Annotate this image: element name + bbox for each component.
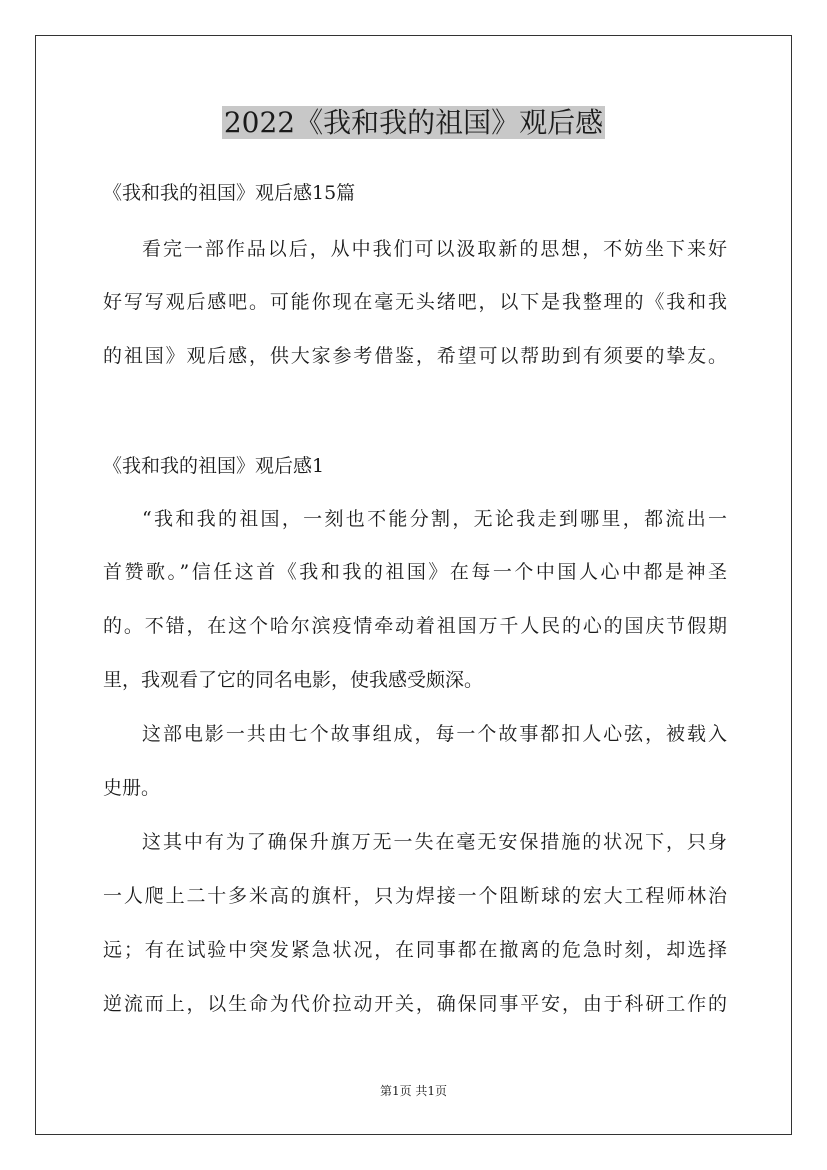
body-line: 一人爬上二十多米高的旗杆，只为焊接一个阻断球的宏大工程师林治 [103, 885, 727, 907]
body-line: 远；有在试验中突发紧急状况，在同事都在撤离的危急时刻，却选择 [103, 939, 727, 961]
document-subtitle: 《我和我的祖国》观后感15篇 [103, 182, 356, 204]
page-number-footer: 第1页 共1页 [379, 1084, 448, 1098]
body-line: 这部电影一共由七个故事组成，每一个故事都扣人心弦，被载入 [142, 723, 727, 745]
body-line: 首赞歌。”信任这首《我和我的祖国》在每一个中国人心中都是神圣 [103, 561, 727, 583]
body-line: 的。不错，在这个哈尔滨疫情牵动着祖国万千人民的心的国庆节假期 [103, 615, 727, 637]
body-line: 这其中有为了确保升旗万无一失在毫无安保措施的状况下，只身 [142, 831, 727, 853]
body-line: 史册。 [103, 777, 161, 799]
intro-line: 看完一部作品以后，从中我们可以汲取新的思想，不妨坐下来好 [142, 238, 727, 260]
body-line: 逆流而上，以生命为代价拉动开关，确保同事平安，由于科研工作的 [103, 993, 727, 1015]
body-line: 里，我观看了它的同名电影，使我感受颇深。 [103, 669, 484, 691]
intro-line: 好写写观后感吧。可能你现在毫无头绪吧，以下是我整理的《我和我 [103, 291, 727, 313]
section-heading: 《我和我的祖国》观后感1 [103, 455, 325, 477]
intro-line: 的祖国》观后感，供大家参考借鉴，希望可以帮助到有须要的挚友。 [103, 345, 727, 367]
body-line: “我和我的祖国，一刻也不能分割，无论我走到哪里，都流出一 [142, 508, 727, 530]
document-title: 2022《我和我的祖国》观后感 [223, 106, 604, 139]
